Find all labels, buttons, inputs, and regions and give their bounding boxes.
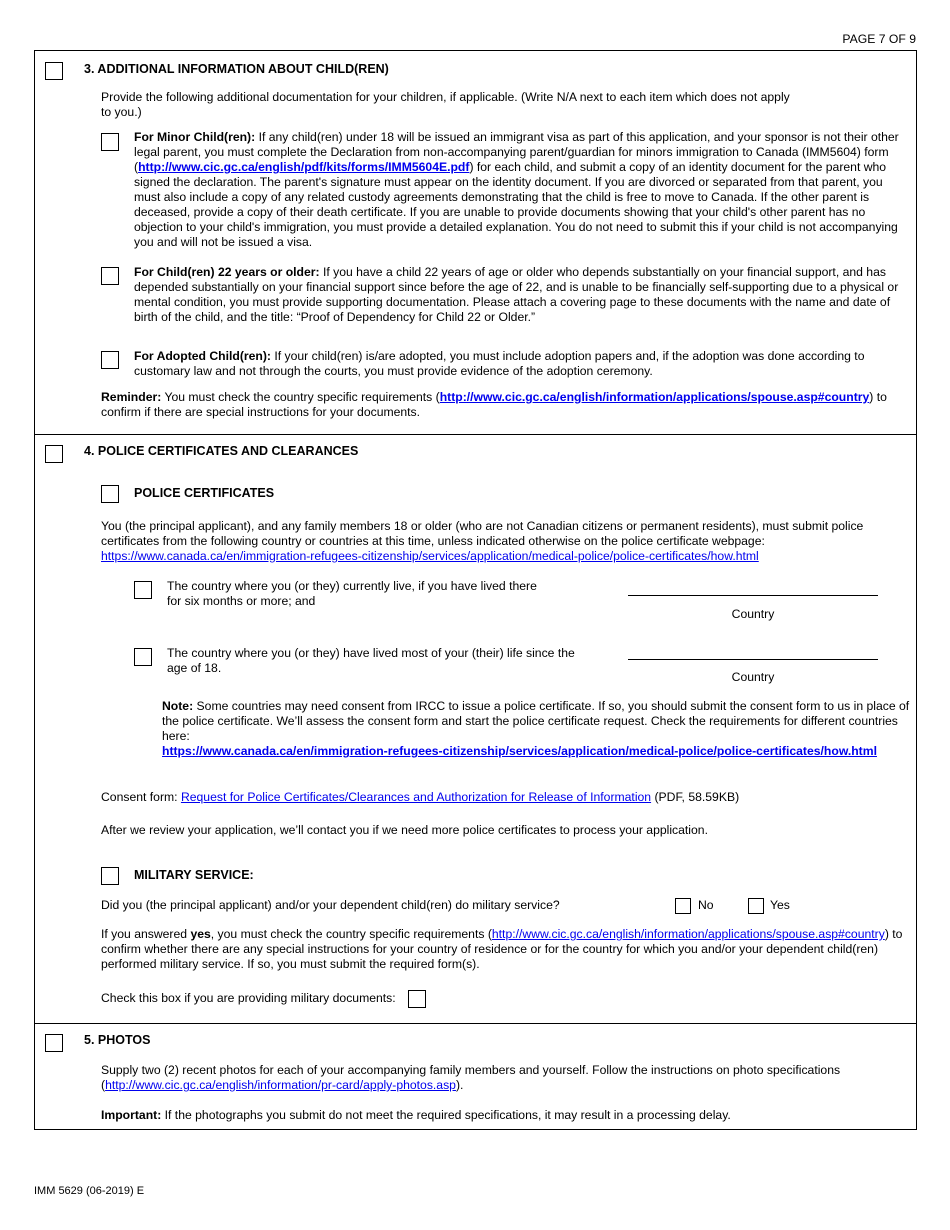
minor-children-text-a: If any child(ren) under 18 will be issued an immigrant visa as part of this application, and your sponsor is not their other legal parent, you must complete the Declaration from non-accompanying parent/guardian for minors immigration to Canada (IMM5604) form ( xyxy=(134,130,899,174)
section4-checkbox[interactable] xyxy=(45,445,63,463)
military-docs-checkbox[interactable] xyxy=(408,990,426,1008)
form-code: IMM 5629 (06-2019) E xyxy=(34,1185,145,1197)
military-info-b: , you must check the country specific requirements ( xyxy=(210,927,492,941)
country-most-label: Country xyxy=(731,670,775,684)
police-intro xyxy=(101,519,911,564)
note-label: Note: xyxy=(162,699,194,713)
older-children-text xyxy=(134,265,909,325)
country-current-checkbox[interactable] xyxy=(134,581,152,599)
note-police-link[interactable]: https://www.canada.ca/en/immigration-refugees-citizenship/services/application/medical-police/police-certificates/how.html xyxy=(162,744,877,758)
country-most-field[interactable] xyxy=(628,659,878,660)
minor-children-text-b: ) for each child, and submit a copy of an identity document for the parent who signed the declaration. The parent's signature must appear on the identity document. If you are divorced or separated from that parent, you must also include a copy of any related custody agreements demonstrating that the child is free to move to Canada. If the other parent is deceased, provide a copy of their death certificate. If you are unable to provide documents showing that your child's other parent has no objection to your child's immigration, you must provide a detailed explanation. You do not need to submit this if your child is not accompanying you and will not be issued a visa. xyxy=(134,160,898,249)
consent-form-link[interactable]: Request for Police Certificates/Clearances and Authorization for Release of Information xyxy=(180,790,652,804)
important-body: If the photographs you submit do not meet the required specifications, it may result in a processing delay. xyxy=(161,1108,731,1122)
minor-children-checkbox[interactable] xyxy=(101,133,119,151)
section3-title: 3. ADDITIONAL INFORMATION ABOUT CHILD(REN) xyxy=(84,62,389,76)
section-divider xyxy=(34,434,917,435)
country-current-field[interactable] xyxy=(628,595,878,596)
military-no-label: No xyxy=(698,898,714,912)
note-text xyxy=(162,699,912,759)
country-current-text: The country where you (or they) currently live, if you have lived there for six months or more; and xyxy=(167,579,537,608)
consent-form-label: Consent form: xyxy=(101,790,181,804)
police-certificates-link[interactable]: https://www.canada.ca/en/immigration-refugees-citizenship/services/application/medical-police/police-certificates/how.html xyxy=(101,549,759,563)
reminder-text-a: You must check the country specific requirements ( xyxy=(161,390,440,404)
photos-text-b: ). xyxy=(455,1078,464,1092)
adopted-children-body: If your child(ren) is/are adopted, you must include adoption papers and, if the adoption was done according to customary law and not through the courts, you must provide evidence of the adoption ceremony. xyxy=(134,349,865,378)
police-intro-text: You (the principal applicant), and any family members 18 or older (who are not Canadian citizens or permanent residents), must submit police certificates from the following country or countries at this time, unless indicated otherwise on the police certificate webpage: xyxy=(101,519,864,548)
military-service-checkbox[interactable] xyxy=(101,867,119,885)
country-current-label: Country xyxy=(731,607,775,621)
spouse-country-link[interactable]: http://www.cic.gc.ca/english/information/applications/spouse.asp#country xyxy=(439,390,870,404)
adopted-children-checkbox[interactable] xyxy=(101,351,119,369)
adopted-children-label: For Adopted Child(ren): xyxy=(134,349,271,363)
older-children-body: If you have a child 22 years of age or older who depends substantially on your financial support, and has depended substantially on your financial support since before the age of 22, and is unable to be financially self-supporting due to a physical or mental condition, you must provide supporting documentation. Please attach a covering page to these documents with the name and date of birth of the child, and the title: “Proof of Dependency for Child 22 or Older.” xyxy=(134,265,899,324)
military-info-c: ) to confirm whether there are any special instructions for your country of residence or for the country for which you and/or your dependent child(ren) performed military service. If so, you must submit the required form(s). xyxy=(101,927,903,971)
minor-children-text xyxy=(134,130,909,250)
minor-children-label: For Minor Child(ren): xyxy=(134,130,256,144)
military-info-text xyxy=(101,927,913,972)
military-docs-text: Check this box if you are providing military documents: xyxy=(101,991,396,1005)
older-children-label: For Child(ren) 22 years or older: xyxy=(134,265,320,279)
consent-form-size: (PDF, 58.59KB) xyxy=(651,790,740,804)
reminder-text-b: ) to confirm if there are special instructions for your documents. xyxy=(101,390,887,419)
military-yes-checkbox[interactable] xyxy=(748,898,764,914)
military-service-title: MILITARY SERVICE: xyxy=(134,868,254,882)
military-info-a: If you answered xyxy=(101,927,191,941)
military-info-yes: yes xyxy=(190,927,211,941)
photos-text xyxy=(101,1063,906,1093)
imm5604-link[interactable]: http://www.cic.gc.ca/english/pdf/kits/forms/IMM5604E.pdf xyxy=(138,160,470,174)
after-review-text: After we review your application, we’ll contact you if we need more police certificates to process your application. xyxy=(101,823,708,837)
country-most-checkbox[interactable] xyxy=(134,648,152,666)
adopted-children-text xyxy=(134,349,894,379)
photos-text-a: Supply two (2) recent photos for each of your accompanying family members and yourself. Follow the instructions on photo specifications ( xyxy=(101,1063,841,1092)
important-text xyxy=(101,1108,901,1123)
country-most-text: The country where you (or they) have lived most of your (their) life since the age of 18. xyxy=(167,646,575,675)
section5-title: 5. PHOTOS xyxy=(84,1033,151,1047)
military-country-link[interactable]: http://www.cic.gc.ca/english/information/applications/spouse.asp#country xyxy=(491,927,885,941)
note-body: Some countries may need consent from IRCC to issue a police certificate. If so, you should submit the consent form to us in place of the police certificate. We’ll assess the consent form and start the police certificate request. Check the requirements for different countries here: xyxy=(162,699,910,743)
important-label: Important: xyxy=(101,1108,162,1122)
police-certificates-checkbox[interactable] xyxy=(101,485,119,503)
section5-checkbox[interactable] xyxy=(45,1034,63,1052)
military-question: Did you (the principal applicant) and/or your dependent child(ren) do military service? xyxy=(101,898,560,912)
military-yes-label: Yes xyxy=(770,898,790,912)
section3-checkbox[interactable] xyxy=(45,62,63,80)
photo-specs-link[interactable]: http://www.cic.gc.ca/english/information/pr-card/apply-photos.asp xyxy=(105,1078,456,1092)
older-children-checkbox[interactable] xyxy=(101,267,119,285)
military-no-checkbox[interactable] xyxy=(675,898,691,914)
consent-form-text xyxy=(101,790,901,805)
section4-title: 4. POLICE CERTIFICATES AND CLEARANCES xyxy=(84,444,359,458)
reminder-label: Reminder: xyxy=(101,390,162,404)
police-certificates-title: POLICE CERTIFICATES xyxy=(134,486,275,500)
section-divider xyxy=(34,1023,917,1024)
page-number: PAGE 7 OF 9 xyxy=(842,32,916,46)
reminder-text xyxy=(101,390,911,420)
section3-intro: Provide the following additional documentation for your children, if applicable. (Write N/A next to each item which does not apply to you.) xyxy=(101,90,790,119)
